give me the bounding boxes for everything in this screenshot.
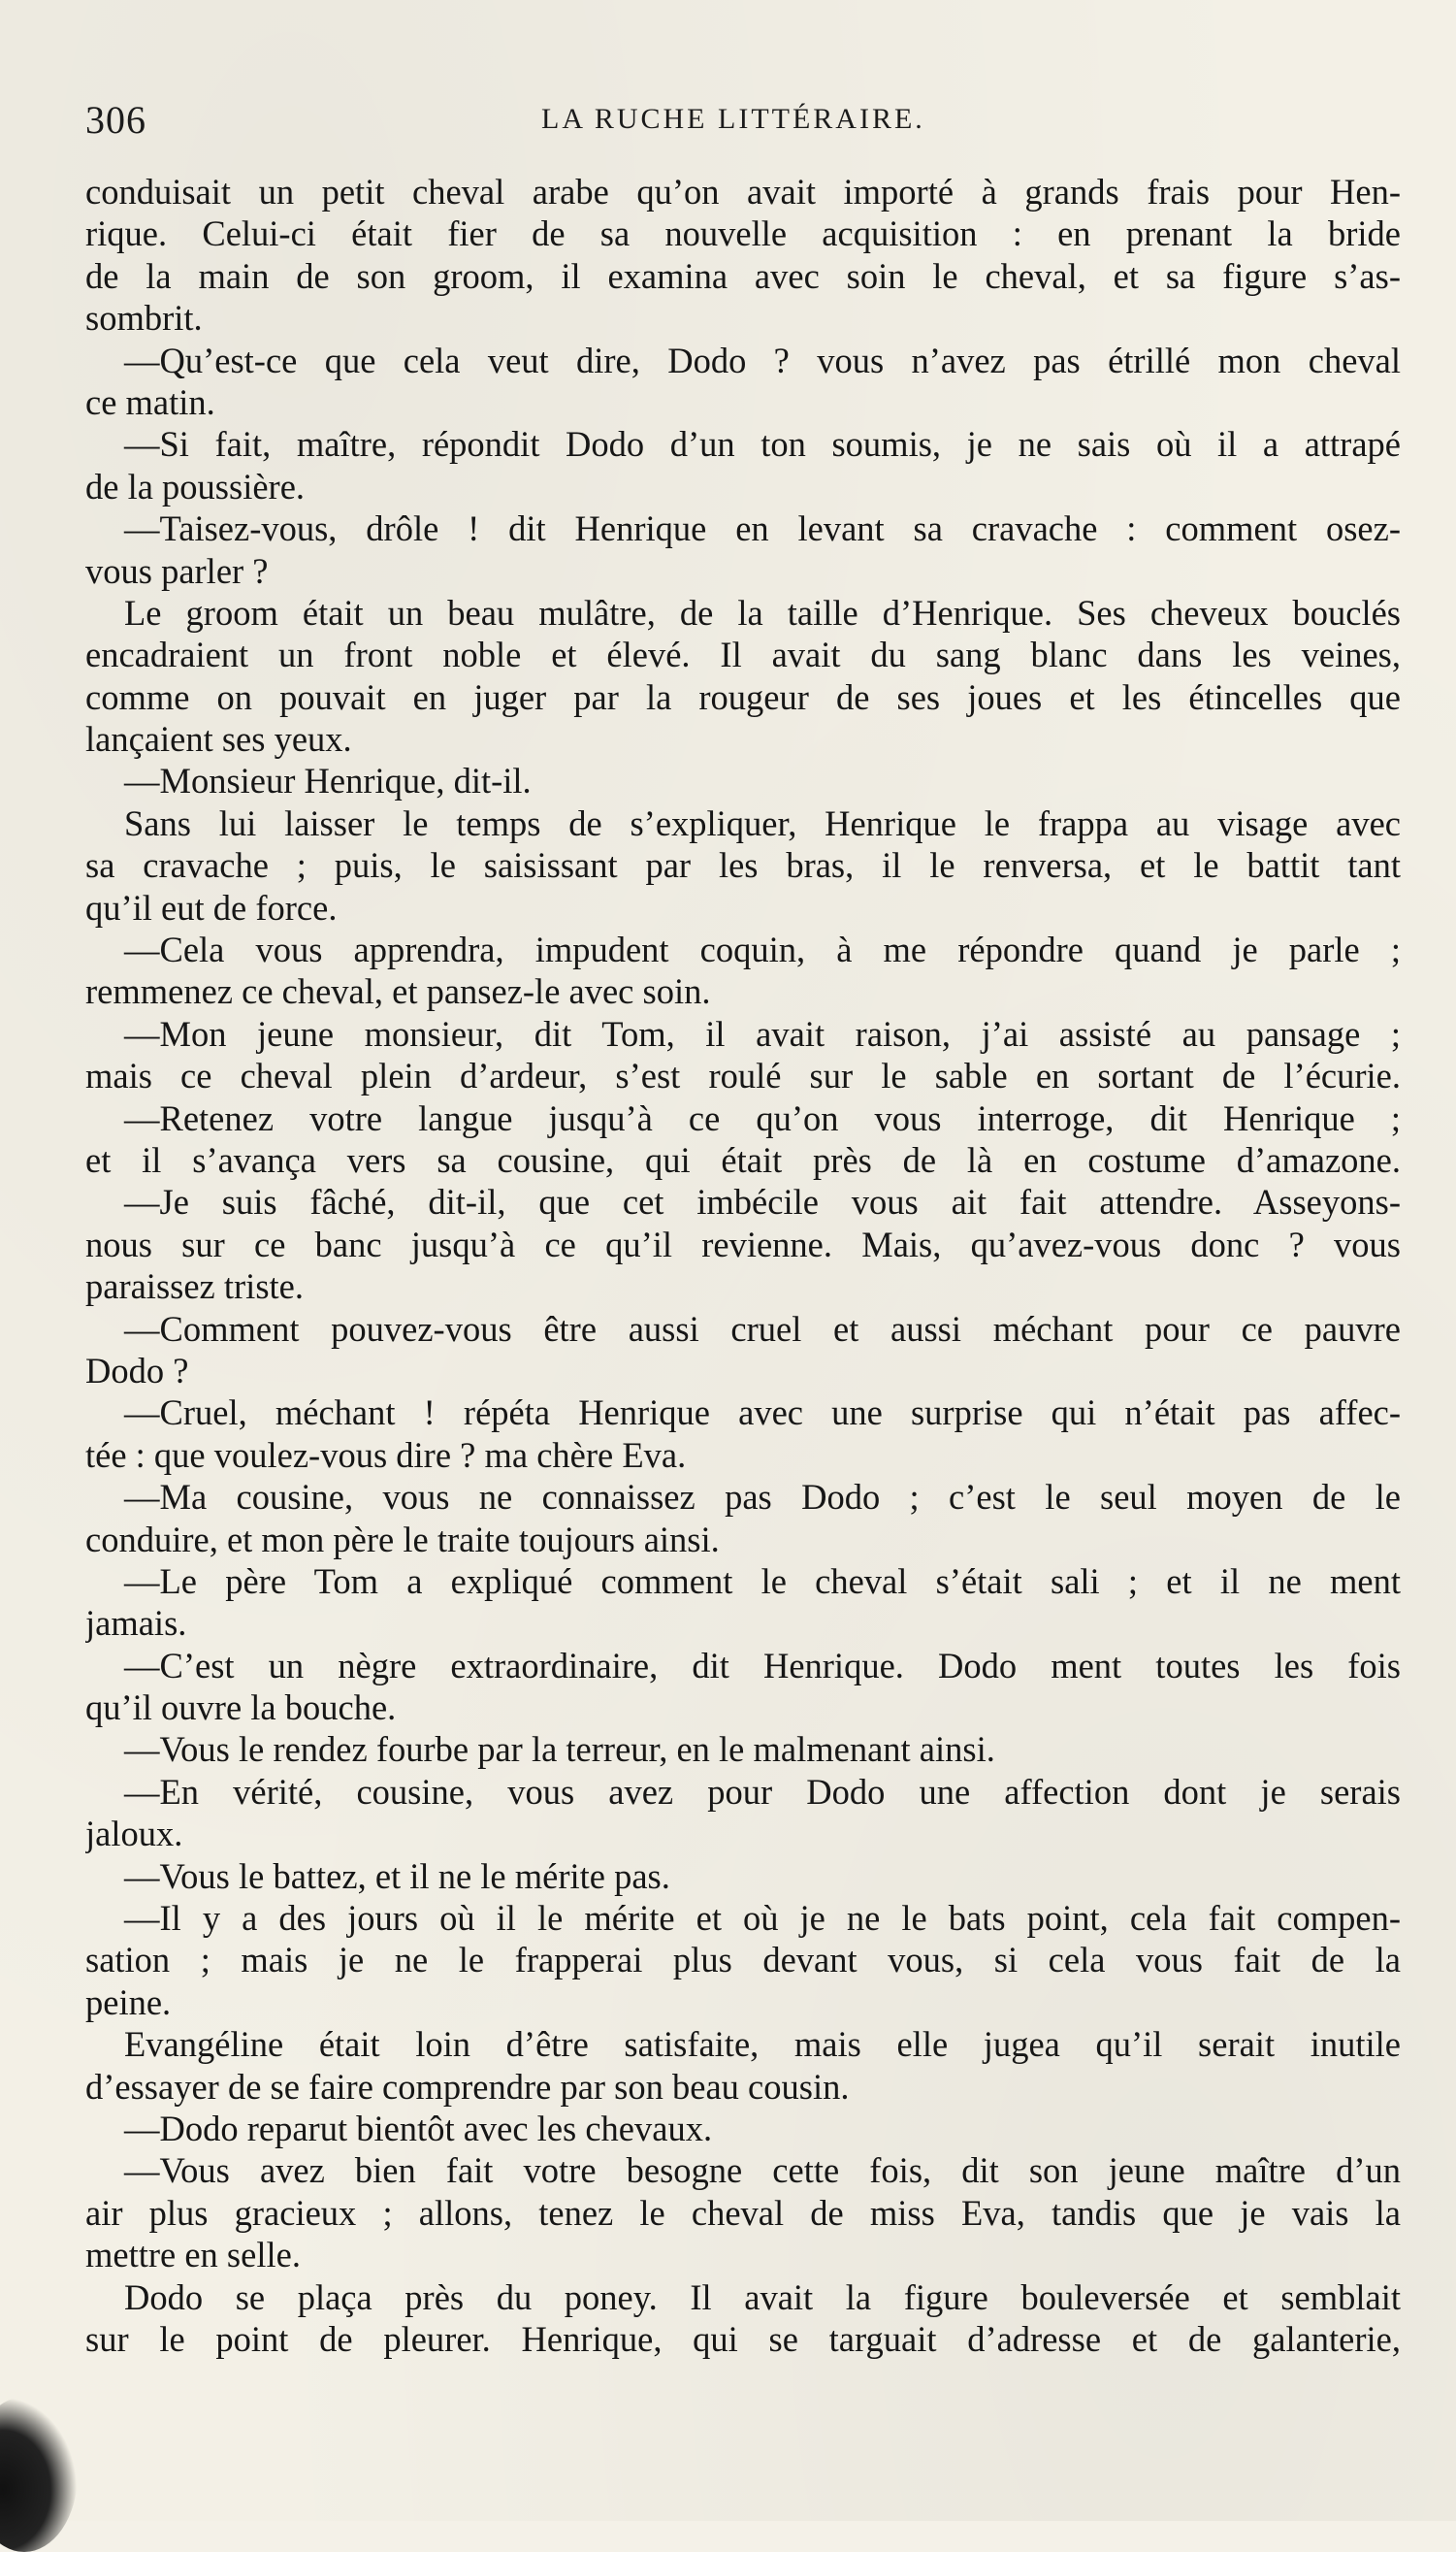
text-line: conduisait un petit cheval arabe qu’on avait importé à grands frais pour Hen- <box>85 172 1401 212</box>
text-line: rique. Celui-ci était fier de sa nouvelle acquisition : en prenant la bride <box>85 213 1401 254</box>
text-line: de la poussière. <box>85 466 306 507</box>
text-line: sation ; mais je ne le frapperai plus devant vous, si cela vous fait de la <box>85 1940 1401 1980</box>
text-line: —Vous le rendez fourbe par la terreur, en le malmenant ainsi. <box>124 1729 995 1770</box>
text-line: sa cravache ; puis, le saisissant par les bras, il le renversa, et le battit tant <box>85 845 1401 886</box>
text-line: comme on pouvait en juger par la rougeur de ses joues et les étincelles que <box>85 676 1401 717</box>
text-line: —Qu’est-ce que cela veut dire, Dodo ? vous n’avez pas étrillé mon cheval <box>124 340 1401 380</box>
body-text <box>85 171 1401 2360</box>
text-line: de la main de son groom, il examina avec soin le cheval, et sa figure s’as- <box>85 255 1401 296</box>
text-line: lançaient ses yeux. <box>85 719 352 760</box>
text-line: nous sur ce banc jusqu’à ce qu’il revienne. Mais, qu’avez-vous donc ? vous <box>85 1224 1401 1264</box>
text-line: —Cela vous apprendra, impudent coquin, à me répondre quand je parle ; <box>124 930 1401 970</box>
text-line: —Dodo reparut bientôt avec les chevaux. <box>124 2108 713 2148</box>
text-line: —Si fait, maître, répondit Dodo d’un ton soumis, je ne sais où il a attrapé <box>124 424 1401 465</box>
text-line: mais ce cheval plein d’ardeur, s’est roulé sur le sable en sortant de l’écurie. <box>85 1056 1401 1096</box>
text-line: sombrit. <box>85 298 203 339</box>
text-line: remmenez ce cheval, et pansez-le avec soin. <box>85 971 711 1012</box>
text-line: conduire, et mon père le traite toujours ainsi. <box>85 1519 720 1559</box>
text-line: ce matin. <box>85 381 215 422</box>
text-line: Evangéline était loin d’être satisfaite, mais elle jugea qu’il serait inutile <box>124 2024 1401 2065</box>
text-line: —Comment pouvez-vous être aussi cruel et aussi méchant pour ce pauvre <box>124 1308 1401 1349</box>
text-line: air plus gracieux ; allons, tenez le cheval de miss Eva, tandis que je vais la <box>85 2192 1401 2233</box>
text-line: paraissez triste. <box>85 1266 304 1307</box>
text-line: —Il y a des jours où il le mérite et où je ne le bats point, cela fait compen- <box>124 1898 1401 1939</box>
text-line: qu’il ouvre la bouche. <box>85 1687 397 1728</box>
running-head <box>85 97 1405 155</box>
text-line: —Cruel, méchant ! répéta Henrique avec une surprise qui n’était pas affec- <box>124 1392 1401 1433</box>
text-line: vous parler ? <box>85 550 269 591</box>
text-line: encadraient un front noble et élevé. Il avait du sang blanc dans les veines, <box>85 635 1401 675</box>
text-line: —Je suis fâché, dit-il, que cet imbécile vous ait fait attendre. Asseyons- <box>124 1182 1401 1223</box>
journal-title: LA RUCHE LITTÉRAIRE. <box>541 103 925 135</box>
page-number: 306 <box>85 98 146 142</box>
text-line: —Mon jeune monsieur, dit Tom, il avait raison, j’ai assisté au pansage ; <box>124 1013 1401 1054</box>
text-line: d’essayer de se faire comprendre par son beau cousin. <box>85 2066 850 2107</box>
text-line: —En vérité, cousine, vous avez pour Dodo une affection dont je serais <box>124 1771 1401 1812</box>
text-line: Dodo ? <box>85 1350 189 1391</box>
text-line: —C’est un nègre extraordinaire, dit Henrique. Dodo ment toutes les fois <box>124 1645 1401 1685</box>
text-line: jamais. <box>85 1603 187 1644</box>
text-line: —Monsieur Henrique, dit-il. <box>124 761 532 802</box>
text-line: Sans lui laisser le temps de s’expliquer, Henrique le frappa au visage avec <box>124 802 1401 843</box>
text-line: —Taisez-vous, drôle ! dit Henrique en levant sa cravache : comment osez- <box>124 508 1401 549</box>
text-line: Le groom était un beau mulâtre, de la taille d’Henrique. Ses cheveux bouclés <box>124 592 1401 633</box>
text-line: tée : que voulez-vous dire ? ma chère Eva. <box>85 1434 687 1475</box>
text-line: et il s’avança vers sa cousine, qui était près de là en costume d’amazone. <box>85 1139 1401 1180</box>
text-line: mettre en selle. <box>85 2235 301 2275</box>
text-line: sur le point de pleurer. Henrique, qui se targuait d’adresse et de galanterie, <box>85 2318 1401 2359</box>
text-line: peine. <box>85 1981 172 2022</box>
text-line: jaloux. <box>85 1814 183 1854</box>
text-line: Dodo se plaça près du poney. Il avait la figure bouleversée et semblait <box>124 2276 1401 2317</box>
text-line: —Retenez votre langue jusqu’à ce qu’on vous interroge, dit Henrique ; <box>124 1097 1401 1138</box>
text-line: —Le père Tom a expliqué comment le cheval s’était sali ; et il ne ment <box>124 1560 1401 1601</box>
text-line: —Vous avez bien fait votre besogne cette fois, dit son jeune maître d’un <box>124 2150 1401 2191</box>
text-line: —Ma cousine, vous ne connaissez pas Dodo ; c’est le seul moyen de le <box>124 1477 1401 1518</box>
text-line: qu’il eut de force. <box>85 887 338 928</box>
text-line: —Vous le battez, et il ne le mérite pas. <box>124 1855 670 1896</box>
ink-blot-mark <box>0 2397 78 2552</box>
